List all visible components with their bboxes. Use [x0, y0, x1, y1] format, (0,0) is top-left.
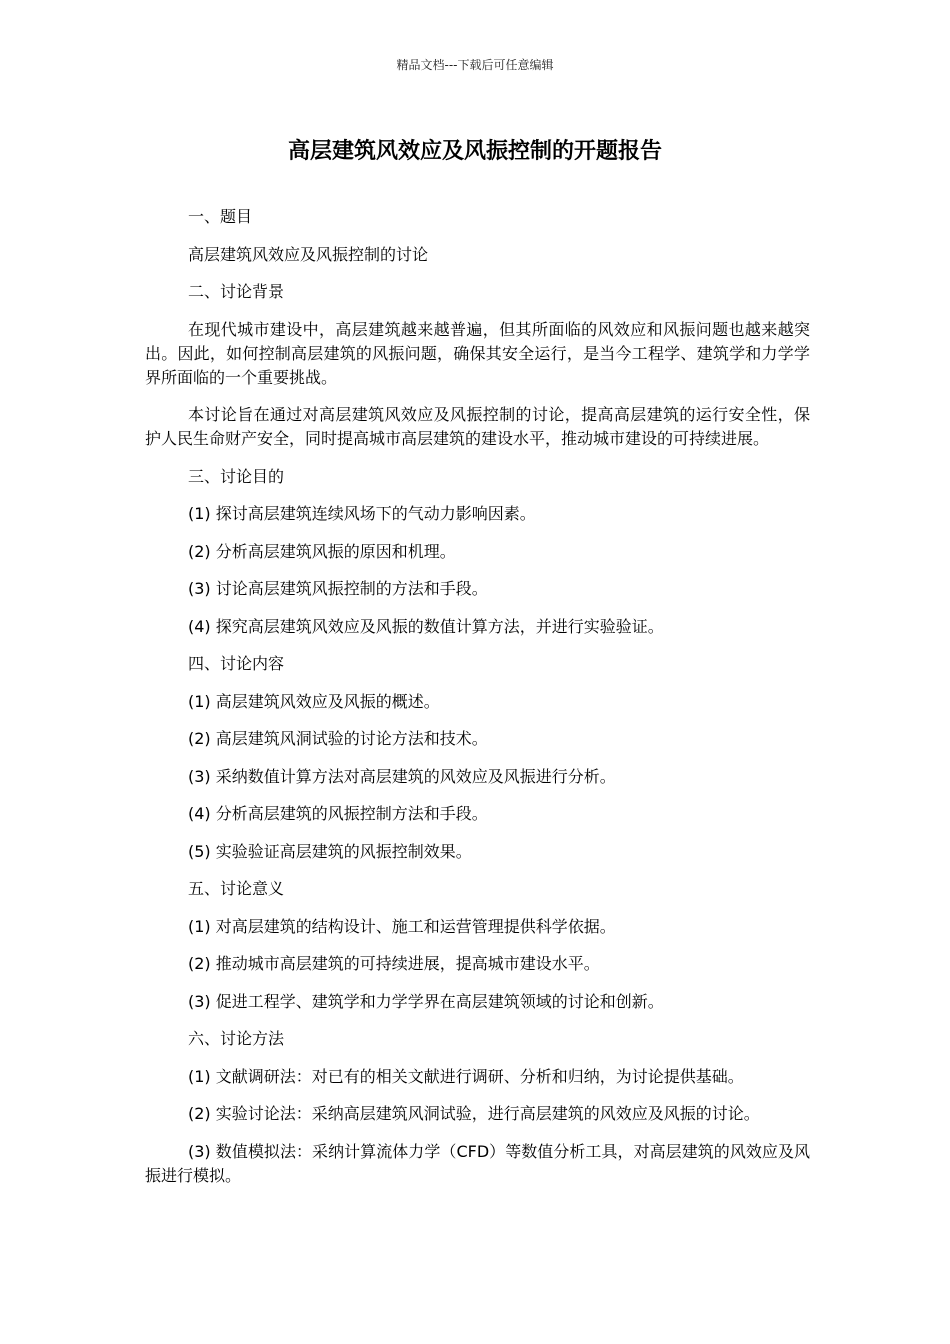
purpose-item-4: (4) 探究高层建筑风效应及风振的数值计算方法，并进行实验验证。 [188, 616, 664, 636]
methods-item-1: (1) 文献调研法：对已有的相关文献进行调研、分析和归纳，为讨论提供基础。 [188, 1066, 744, 1086]
methods-item-2: (2) 实验讨论法：采纳高层建筑风洞试验，进行高层建筑的风效应及风振的讨论。 [188, 1104, 760, 1123]
methods-item-3: (3) 数值模拟法：采纳计算流体力学（CFD）等数值分析工具，对高层建筑的风效应及风振进行模拟。 [145, 1141, 810, 1185]
section-heading-topic: 一、题目 [188, 207, 253, 226]
content-item-1: (1) 高层建筑风效应及风振的概述。 [188, 691, 440, 711]
section-heading-purpose: 三、讨论目的 [188, 466, 285, 486]
significance-item-1: (1) 对高层建筑的结构设计、施工和运营管理提供科学依据。 [188, 916, 616, 936]
content-item-2: (2) 高层建筑风洞试验的讨论方法和技术。 [188, 729, 488, 748]
significance-item-2: (2) 推动城市高层建筑的可持续进展，提高城市建设水平。 [188, 954, 600, 973]
purpose-item-2: (2) 分析高层建筑风振的原因和机理。 [188, 541, 456, 561]
page-header: 精品文档---下载后可任意编辑 [396, 58, 554, 72]
section-heading-methods: 六、讨论方法 [188, 1029, 285, 1048]
document-title: 高层建筑风效应及风振控制的开题报告 [287, 139, 662, 164]
background-paragraph-1: 在现代城市建设中，高层建筑越来越普遍，但其所面临的风效应和风振问题也越来越突出。因此，如何控制高层建筑的风振问题，确保其安全运行，是当今工程学、建筑学和力学学界所面临的一个重要挑战。 [145, 319, 810, 387]
background-paragraph-2: 本讨论旨在通过对高层建筑风效应及风振控制的讨论，提高高层建筑的运行安全性，保护人民生命财产安全，同时提高城市高层建筑的建设水平，推动城市建设的可持续进展。 [145, 405, 810, 448]
purpose-item-1: (1) 探讨高层建筑连续风场下的气动力影响因素。 [188, 504, 536, 523]
content-item-5: (5) 实验验证高层建筑的风振控制效果。 [188, 841, 472, 861]
document-body [145, 205, 810, 1201]
content-item-4: (4) 分析高层建筑的风振控制方法和手段。 [188, 804, 488, 823]
topic-paragraph: 高层建筑风效应及风振控制的讨论 [188, 244, 429, 264]
content-item-3: (3) 采纳数值计算方法对高层建筑的风效应及风振进行分析。 [188, 766, 616, 786]
significance-item-3: (3) 促进工程学、建筑学和力学学界在高层建筑领域的讨论和创新。 [188, 991, 664, 1011]
section-heading-background: 二、讨论背景 [188, 282, 285, 301]
section-heading-significance: 五、讨论意义 [188, 879, 285, 898]
section-heading-content: 四、讨论内容 [188, 654, 285, 673]
purpose-item-3: (3) 讨论高层建筑风振控制的方法和手段。 [188, 579, 488, 598]
